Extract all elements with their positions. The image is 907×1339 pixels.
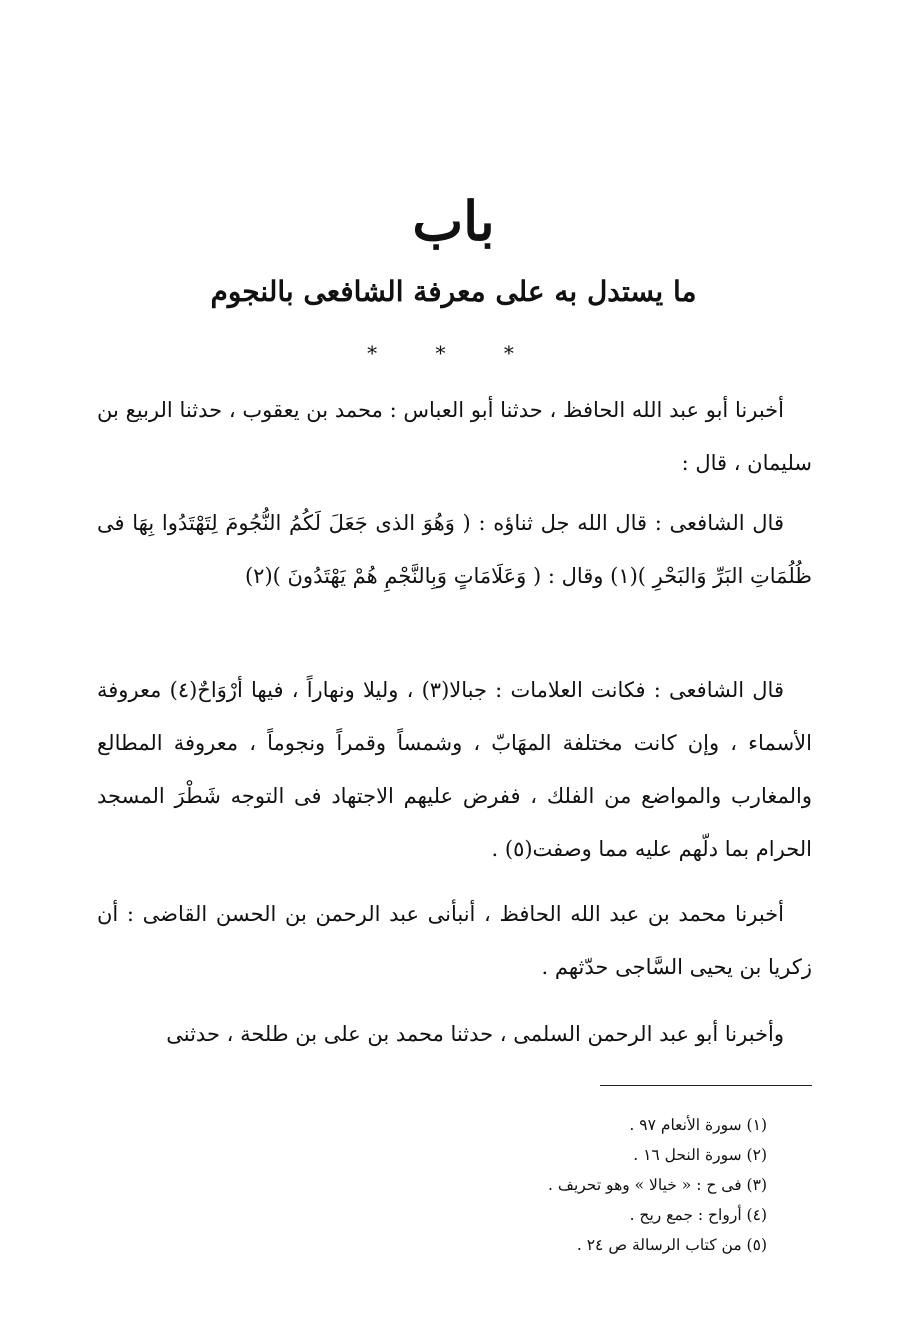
chapter-subtitle: ما يستدل به على معرفة الشافعى بالنجوم <box>210 275 697 308</box>
footnote-item: (٤) أرواح : جمع ريح . <box>629 1206 767 1224</box>
paragraph-isnad-1: أخبرنا أبو عبد الله الحافظ ، حدثنا أبو العباس : محمد بن يعقوب ، حدثنا الربيع بن سليمان ، قال : <box>97 398 812 475</box>
section-separator: * * * <box>367 341 540 365</box>
footnote-item: (٢) سورة النحل ١٦ . <box>633 1146 767 1164</box>
paragraph-isnad-2: أخبرنا محمد بن عبد الله الحافظ ، أنبأنى عبد الرحمن بن الحسن القاضى : أن زكريا بن يحيى السَّاجى حدّثهم . <box>97 902 812 979</box>
footnote-divider <box>600 1085 812 1086</box>
paragraph-signs: قال الشافعى : فكانت العلامات : جبالا(٣) ، وليلا ونهاراً ، فيها أرْوَاحٌ(٤) معروفة الأسماء ، وإن كانت مختلفة المهَابّ ، وشمساً وقمراً ونجوماً ، معروفة المطالع والمغارب والمواضع من الفلك ، ففرض عليهم الاجتهاد فى التوجه شَطْرَ المسجد الحرام بما دلّهم عليه مما وصفت(٥) . <box>97 678 812 861</box>
footnote-item: (٥) من كتاب الرسالة ص ٢٤ . <box>576 1236 767 1254</box>
footnotes-list <box>267 1110 767 1260</box>
footnote-item: (١) سورة الأنعام ٩٧ . <box>629 1116 767 1134</box>
paragraph-isnad-3: وأخبرنا أبو عبد الرحمن السلمى ، حدثنا محمد بن على بن طلحة ، حدثنى <box>166 1022 784 1046</box>
footnote-item: (٣) فى ح : « خيالا » وهو تحريف . <box>548 1176 767 1194</box>
paragraph-quran-verses: قال الشافعى : قال الله جل ثناؤه : ( وَهُوَ الذى جَعَلَ لَكُمُ النُّجُومَ لِتَهْتَدُوا بِهَا فى ظُلُمَاتِ البَرِّ وَالبَحْرِ )(١) وقال : ( وَعَلَامَاتٍ وَبِالنَّجْمِ هُمْ يَهْتَدُونَ )(٢) <box>97 511 812 588</box>
chapter-heading: باب <box>412 189 495 253</box>
